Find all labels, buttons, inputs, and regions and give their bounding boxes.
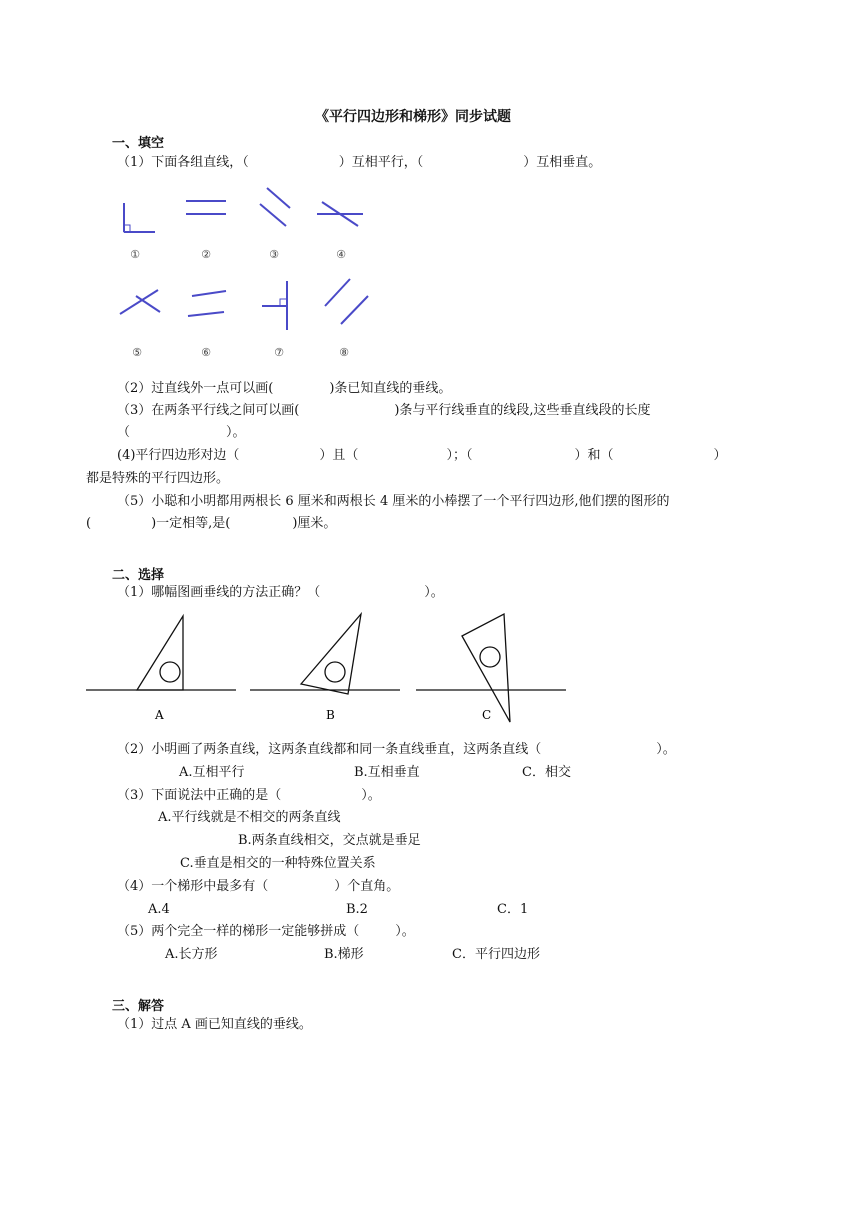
option-b[interactable]: B.两条直线相交，交点就是垂足 bbox=[238, 833, 421, 848]
option-b[interactable]: B.互相垂直 bbox=[354, 765, 420, 780]
text-segment: ）和（ bbox=[574, 448, 614, 463]
figure-label: ⑤ bbox=[132, 346, 142, 359]
figure-label: ③ bbox=[269, 248, 279, 261]
text-segment: ） bbox=[713, 448, 727, 463]
triangle-ruler-figure bbox=[84, 608, 574, 728]
question-2-1 bbox=[117, 585, 444, 601]
option-c[interactable]: C．1 bbox=[497, 902, 529, 917]
section-2-heading: 二、选择 bbox=[112, 568, 165, 583]
option-a[interactable]: A.4 bbox=[148, 902, 170, 917]
text-segment: （5）两个完全一样的梯形一定能够拼成（ bbox=[117, 924, 360, 939]
question-2-2 bbox=[117, 742, 676, 758]
figure-label: ⑦ bbox=[274, 346, 284, 359]
option-label: C bbox=[482, 708, 492, 722]
option-label: B bbox=[326, 708, 335, 722]
text-segment: ）互相平行，（ bbox=[338, 155, 424, 170]
question-1-2 bbox=[117, 381, 451, 397]
question-2-3 bbox=[117, 788, 381, 804]
question-1-5: （5）小聪和小明都用两根长 6 厘米和两根长 4 厘米的小棒摆了一个平行四边形,他们摆的图形的 bbox=[117, 494, 670, 509]
text-segment: ）。 bbox=[395, 924, 415, 939]
option-a[interactable]: A.长方形 bbox=[165, 947, 218, 962]
question-1-1 bbox=[117, 155, 601, 171]
text-segment: ）。 bbox=[226, 425, 246, 440]
text-segment: ）；（ bbox=[446, 448, 473, 463]
option-a[interactable]: A.互相平行 bbox=[179, 765, 245, 780]
text-segment: ）。 bbox=[361, 788, 381, 803]
text-segment: )厘米。 bbox=[292, 516, 337, 531]
text-segment: ( bbox=[86, 516, 92, 531]
text-segment: （ bbox=[117, 425, 131, 440]
text-segment: （1）哪幅图画垂线的方法正确？（ bbox=[117, 585, 321, 600]
text-segment: ）。 bbox=[656, 742, 676, 757]
text-segment: （3）在两条平行线之间可以画( bbox=[117, 403, 300, 418]
question-3-1: （1）过点 A 画已知直线的垂线。 bbox=[117, 1017, 312, 1032]
text-segment: （3）下面说法中正确的是（ bbox=[117, 788, 282, 803]
text-segment: ）互相垂直。 bbox=[523, 155, 602, 170]
question-1-5-cont bbox=[86, 516, 336, 532]
option-b[interactable]: B.梯形 bbox=[324, 947, 364, 962]
option-c[interactable]: C．平行四边形 bbox=[452, 947, 540, 962]
option-c[interactable]: C．相交 bbox=[522, 765, 571, 780]
text-segment: )条已知直线的垂线。 bbox=[329, 381, 452, 396]
text-segment: （2）过直线外一点可以画( bbox=[117, 381, 274, 396]
text-segment: （1）下面各组直线，（ bbox=[117, 155, 249, 170]
figure-label: ⑧ bbox=[339, 346, 349, 359]
question-1-3-cont bbox=[117, 425, 246, 441]
option-label: A bbox=[155, 708, 164, 722]
option-b[interactable]: B.2 bbox=[346, 902, 368, 917]
text-segment: )一定相等,是( bbox=[151, 516, 231, 531]
text-segment: ）个直角。 bbox=[334, 879, 400, 894]
section-3-heading: 三、解答 bbox=[112, 999, 165, 1014]
figure-label: ① bbox=[130, 248, 140, 261]
text-segment: （2）小明画了两条直线，这两条直线都和同一条直线垂直，这两条直线（ bbox=[117, 742, 542, 757]
text-segment: ）且（ bbox=[319, 448, 359, 463]
text-segment: （4）一个梯形中最多有（ bbox=[117, 879, 269, 894]
text-segment: ）。 bbox=[424, 585, 444, 600]
question-2-4 bbox=[117, 879, 399, 895]
section-1-heading: 一、填空 bbox=[112, 136, 165, 151]
text-segment: )条与平行线垂直的线段,这些垂直线段的长度 bbox=[394, 403, 651, 418]
question-1-4-cont: 都是特殊的平行四边形。 bbox=[86, 471, 230, 486]
line-pairs-figure bbox=[110, 178, 370, 368]
question-1-3 bbox=[117, 403, 651, 419]
page-title: 《平行四边形和梯形》同步试题 bbox=[315, 109, 511, 125]
figure-label: ② bbox=[201, 248, 211, 261]
figure-label: ⑥ bbox=[201, 346, 211, 359]
option-a[interactable]: A.平行线就是不相交的两条直线 bbox=[158, 810, 341, 825]
text-segment: (4)平行四边形对边（ bbox=[117, 448, 240, 463]
question-1-4 bbox=[117, 448, 726, 464]
option-c[interactable]: C.垂直是相交的一种特殊位置关系 bbox=[180, 856, 376, 871]
figure-label: ④ bbox=[336, 248, 346, 261]
question-2-5 bbox=[117, 924, 415, 940]
